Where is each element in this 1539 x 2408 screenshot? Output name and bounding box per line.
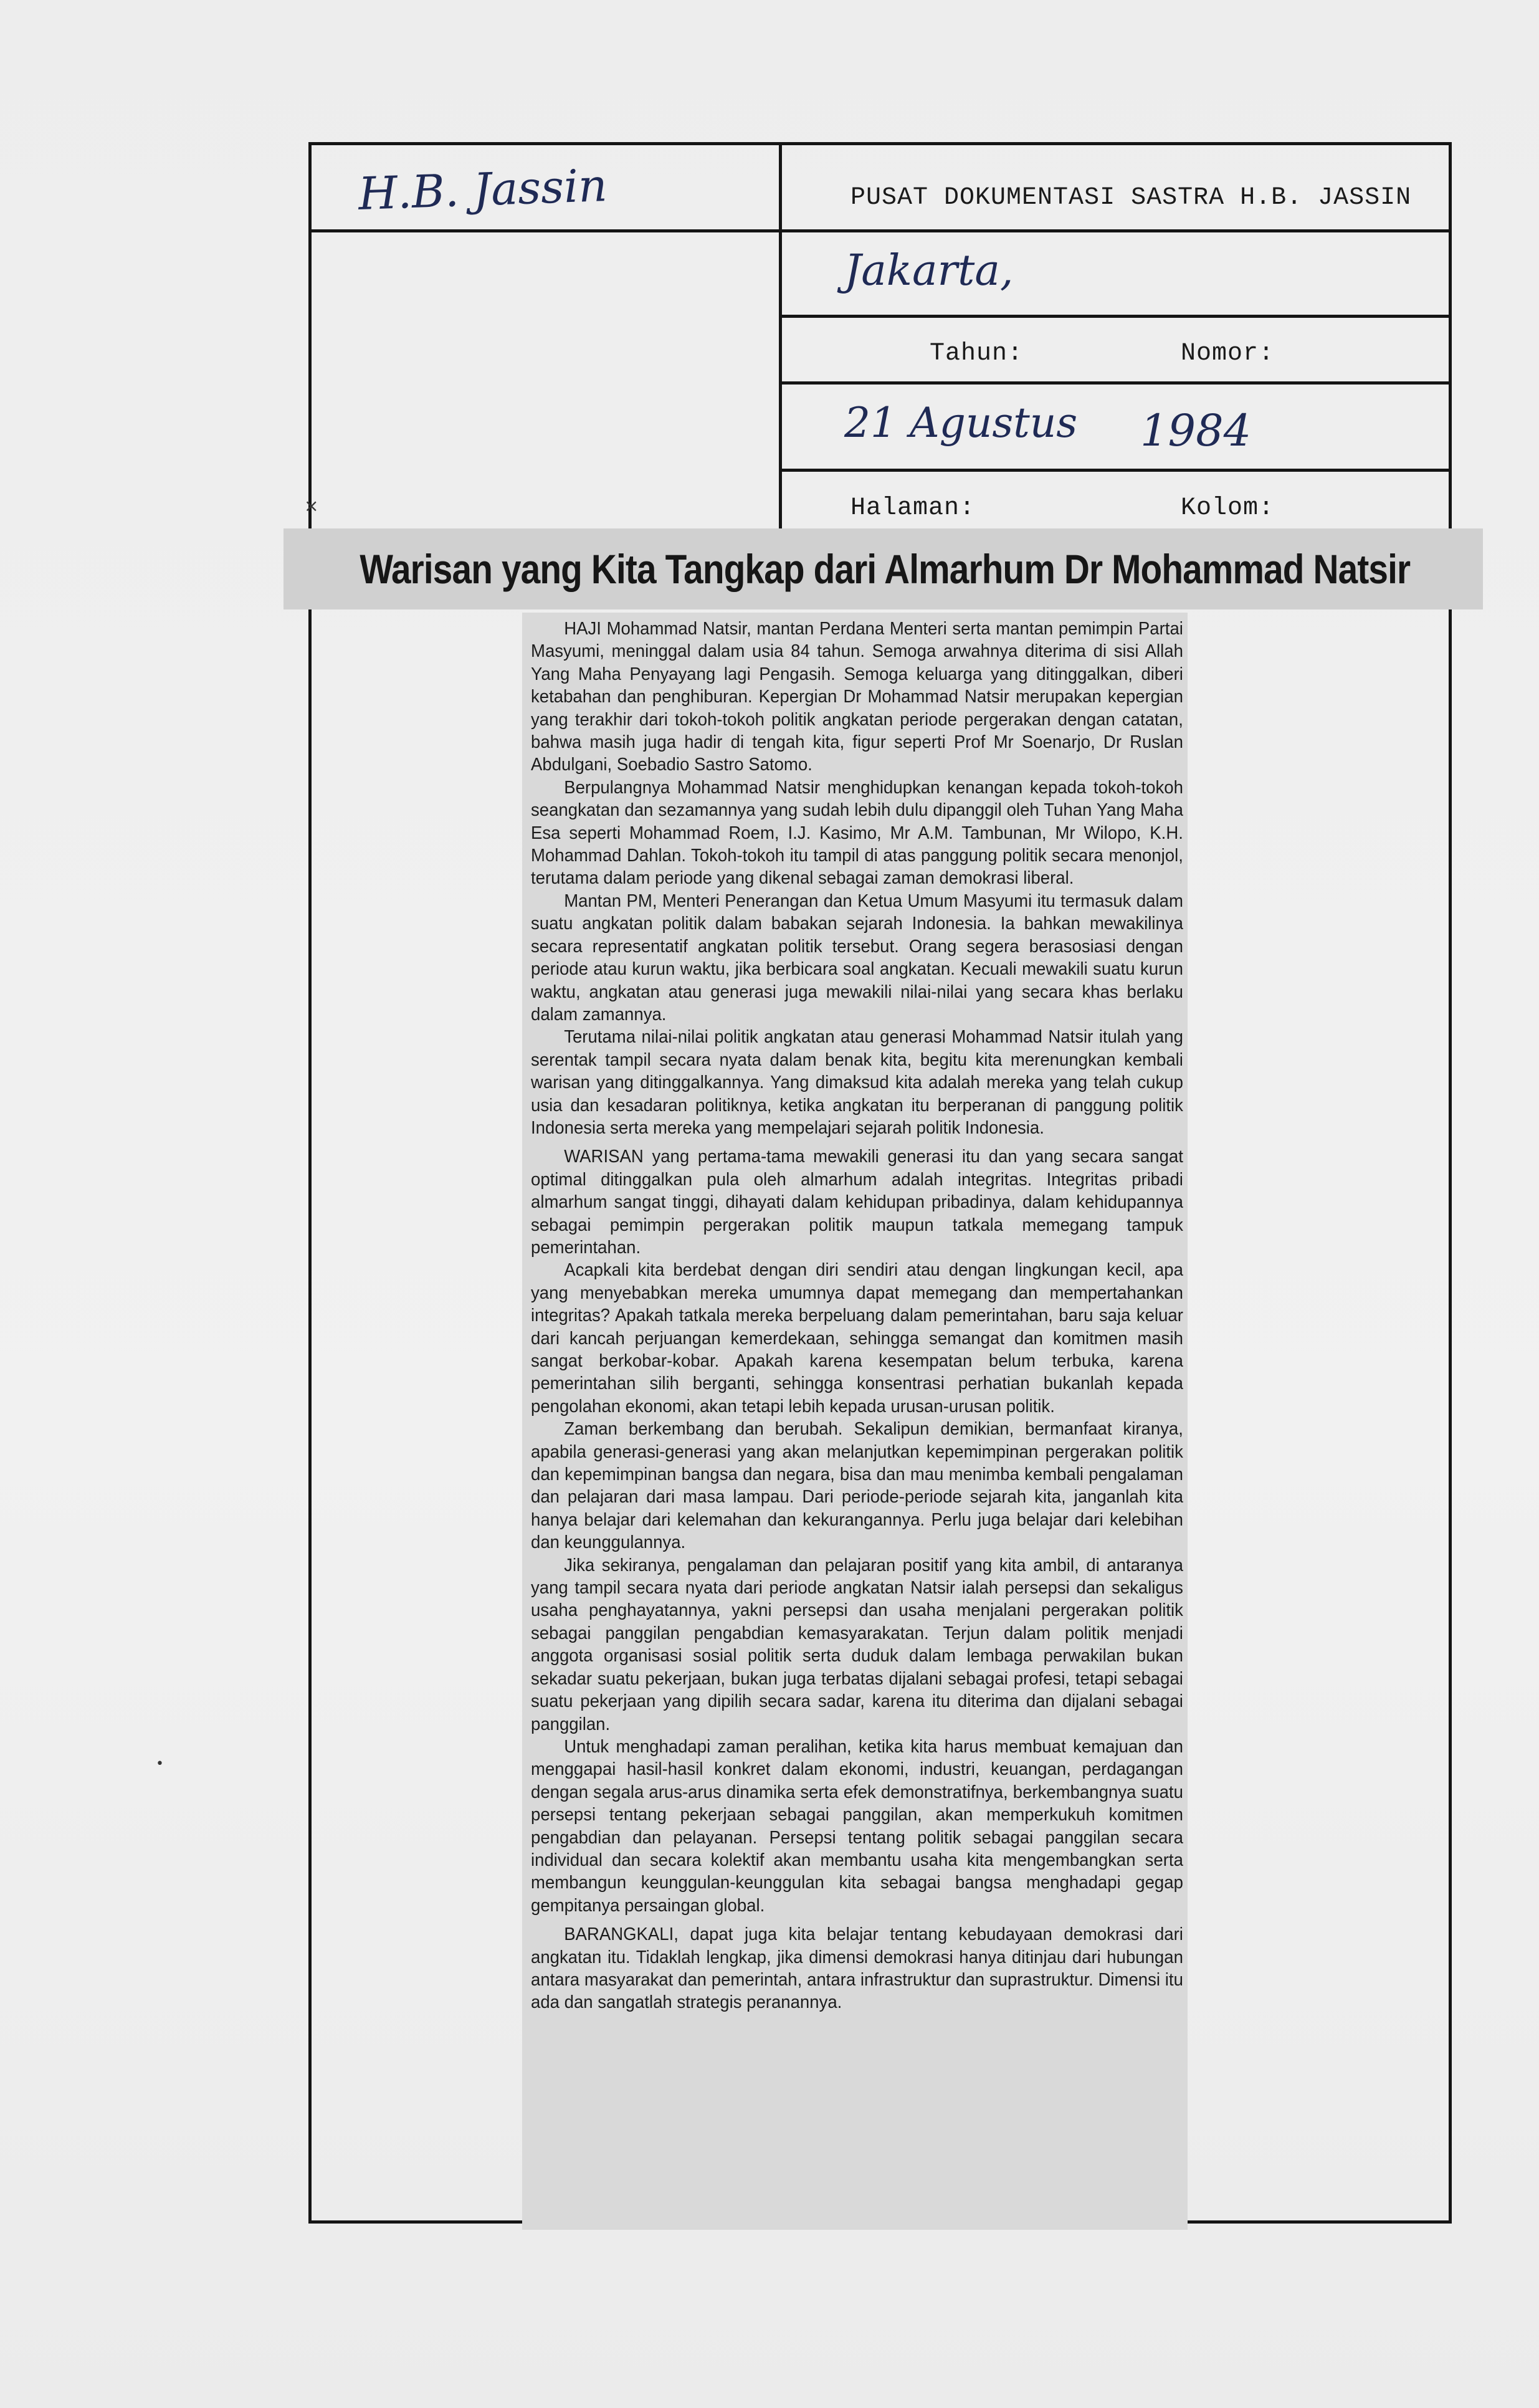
stray-dot: • — [156, 1756, 164, 1772]
kolom-label: Kolom: — [1181, 494, 1275, 522]
date-handwriting: 21 Agustus — [844, 399, 1078, 447]
stray-mark: × — [304, 495, 319, 516]
tahun-label: Tahun: — [930, 340, 1024, 368]
article-headline: Warisan yang Kita Tangkap dari Almarhum Dr Mohammad Natsir — [360, 546, 1411, 592]
article-paragraph: BARANGKALI, dapat juga kita belajar tentang kebudayaan demokrasi dari angkatan itu. Tidaklah lengkap, jika dimensi demokrasi hanya ditinjau dari hubungan antara masyarakat dan pemerintah, antara infrastruktur dan suprastruktur. Dimensi itu ada dan sangatlah strategis peranannya. — [531, 1924, 1183, 2013]
article-paragraph: Mantan PM, Menteri Penerangan dan Ketua Umum Masyumi itu termasuk dalam suatu angkatan politik dalam babakan sejarah Indonesia. Ia bahkan mewakilinya secara representatif angkatan politik tersebut. Orang segera berasosiasi dengan periode atau kurun waktu, jika berbicara soal angkatan. Kecuali mewakili suatu kurun waktu, angkatan atau generasi juga mewakili nilai-nilai yang secara khas berlaku dalam zamannya. — [531, 891, 1183, 1025]
form-divider-4 — [779, 469, 1452, 472]
article-column — [522, 613, 1188, 2230]
year-handwriting: 1984 — [1140, 405, 1252, 456]
article-paragraph: Zaman berkembang dan berubah. Sekalipun demikian, bermanfaat kiranya, apabila generasi-generasi yang akan melanjutkan kepemimpinan pergerakan politik dan kepemimpinan bangsa dan negara, bisa dan mau menimba kembali pengalaman dan pelajaran dari masa lampau. Dari periode-periode sejarah kita, janganlah kita hanya belajar dari kelemahan dan kekurangannya. Perlu juga belajar dari kelebihan dan keunggulannya. — [531, 1419, 1183, 1553]
form-divider-1 — [308, 229, 1452, 232]
halaman-label: Halaman: — [850, 494, 976, 522]
institution-label: PUSAT DOKUMENTASI SASTRA H.B. JASSIN — [850, 184, 1412, 212]
article-paragraph: WARISAN yang pertama-tama mewakili generasi itu dan yang secara sangat optimal ditinggalkan pula oleh almarhum adalah integritas. Integritas pribadi almarhum sangat tinggi, dihayati dalam kehidupan pribadinya, dalam kehidupannya sebagai pemimpin pergerakan politik maupun tatkala memegang tampuk pemerintahan. — [531, 1147, 1183, 1258]
form-divider-2 — [779, 315, 1452, 318]
article-paragraph: Terutama nilai-nilai politik angkatan atau generasi Mohammad Natsir itulah yang serentak tampil secara nyata dalam benak kita, begitu kita merenungkan kembali warisan yang ditinggalkannya. Yang dimaksud kita adalah mereka yang telah cukup usia dan kesadaran politiknya, ketika angkatan itu berperanan di panggung politik Indonesia serta mereka yang mempelajari sejarah politik Indonesia. — [531, 1027, 1183, 1138]
article-paragraph: HAJI Mohammad Natsir, mantan Perdana Menteri serta mantan pemimpin Partai Masyumi, meninggal dalam usia 84 tahun. Semoga arwahnya diterima di sisi Allah Yang Maha Penyayang lagi Pengasih. Semoga keluarga yang ditinggalkan, diberi ketabahan dan penghiburan. Kepergian Dr Mohammad Natsir merupakan kepergian yang terakhir dari tokoh-tokoh politik angkatan periode pergerakan dengan catatan, bahwa masih juga hadir di tengah kita, figur seperti Prof Mr Soenarjo, Dr Ruslan Abdulgani, Soebadio Sastro Satomo. — [531, 619, 1183, 775]
nomor-label: Nomor: — [1181, 340, 1275, 368]
author-handwriting: H.B. Jassin — [357, 159, 608, 220]
city-handwriting: Jakarta, — [844, 246, 1014, 295]
form-divider-vertical — [779, 142, 782, 547]
form-divider-3 — [779, 381, 1452, 385]
article-paragraph: Berpulangnya Mohammad Natsir menghidupkan kenangan kepada tokoh-tokoh seangkatan dan sezamannya yang sudah lebih dulu dipanggil oleh Tuhan Yang Maha Esa seperti Mohammad Roem, I.J. Kasimo, Mr A.M. Tambunan, Mr Wilopo, K.H. Mohammad Dahlan. Tokoh-tokoh itu tampil di atas panggung politik secara menonjol, terutama dalam periode yang dikenal sebagai zaman demokrasi liberal. — [531, 777, 1183, 889]
article-paragraph: Acapkali kita berdebat dengan diri sendiri atau dengan lingkungan kecil, apa yang menyebabkan mereka umumnya dapat memegang dan mempertahankan integritas? Apakah tatkala mereka berpeluang dalam pemerintahan, baru saja keluar dari kancah perjuangan kemerdekaan, sehingga semangat dan komitmen masih sangat berkobar-kobar. Apakah karena kesempatan belum terbuka, karena pemerintahan silih berganti, sehingga konsentrasi perhatian bukanlah kepada pengolahan ekonomi, akan tetapi lebih kepada urusan-urusan politik. — [531, 1260, 1183, 1417]
article-paragraph: Untuk menghadapi zaman peralihan, ketika kita harus membuat kemajuan dan menggapai hasil-hasil konkret dalam ekonomi, industri, keuangan, perdagangan dengan segala arus-arus dinamika serta efek demonstratifnya, berkembangnya suatu persepsi tentang pekerjaan sebagai panggilan, akan memperkukuh komitmen pengabdian dan pelayanan. Persepsi tentang politik sebagai panggilan secara individual dan secara kolektif akan membantu usaha kita mengembangkan serta membangun keunggulan-keunggulan kita sebagai bangsa menghadapi gegap gempitanya persaingan global. — [531, 1736, 1183, 1916]
article-paragraph: Jika sekiranya, pengalaman dan pelajaran positif yang kita ambil, di antaranya yang tampil secara nyata dari periode angkatan Natsir ialah persepsi dan sekaligus usaha penghayatannya, yakni persepsi dan usaha menjalani pergerakan politik sebagai panggilan pengabdian kemasyarakatan. Terjun dalam politik menjadi anggota organisasi sosial politik serta duduk dalam lembaga perwakilan bukan sekadar suatu pekerjaan, bukan juga terbatas dijalani sebagai profesi, tetapi sebagai suatu pekerjaan yang dipilih secara sadar, karena itu diterima dan dijalani sebagai panggilan. — [531, 1555, 1183, 1734]
